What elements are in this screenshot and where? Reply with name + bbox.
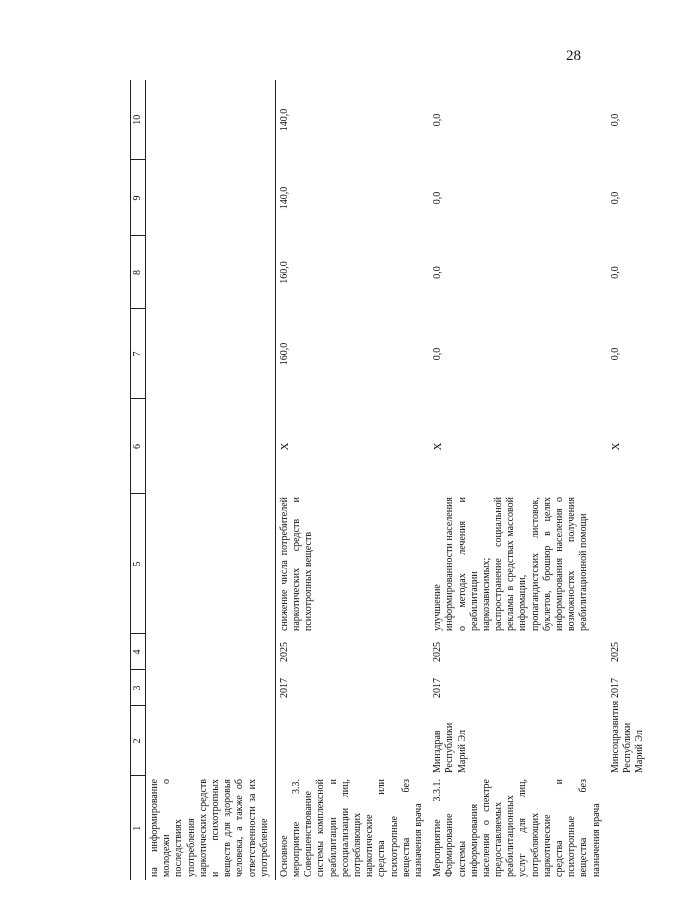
cell-end-year: 2025 [432, 642, 444, 662]
cell-start-year: 2017 [609, 678, 621, 698]
cell-value-10: 0,0 [432, 113, 444, 127]
cell-value-7 [146, 309, 276, 399]
header-row [131, 80, 146, 880]
cell-value-8: 0,0 [432, 266, 444, 279]
cell-result [146, 494, 276, 634]
cell-value-8 [146, 236, 276, 309]
cell-result: снижение числа потребителей наркотических средств и психотропных веществ [278, 497, 315, 631]
cell-description: Мероприятие 3.3.1. Формирование системы информирования населения о спектре предоставляемых реабилитационных услуг для лиц, потребляющих наркотические средства и психотропные вещества без назначения врача [432, 779, 602, 877]
column-header-3: 3 [131, 670, 146, 706]
cell-mark: Х [609, 442, 622, 451]
cell-value-10: 0,0 [609, 113, 621, 127]
column-header-10: 10 [131, 80, 146, 160]
column-header-6: 6 [131, 399, 146, 494]
cell-value-10: 140,0 [278, 108, 290, 132]
cell-description: на информирование молодежи о последствиях употребления наркотических средств и психотропных веществ для здоровья человека, а также об ответственности за их употребление [146, 776, 276, 880]
table-row [146, 80, 276, 880]
table-row [429, 80, 607, 880]
column-header-1: 1 [131, 776, 146, 880]
cell-end-year: 2025 [609, 642, 621, 662]
column-header-5: 5 [131, 494, 146, 634]
cell-result [607, 494, 687, 634]
rotated-table-container [130, 80, 646, 880]
cell-end-year: 2025 [278, 642, 290, 662]
cell-value-9: 0,0 [432, 191, 444, 205]
cell-value-9: 0,0 [609, 191, 621, 205]
page-number: 28 [566, 48, 581, 64]
table-row [275, 80, 429, 880]
cell-end-year [146, 634, 276, 670]
cell-value-9 [146, 160, 276, 236]
cell-start-year [146, 670, 276, 706]
cell-executor [146, 706, 276, 776]
column-header-4: 4 [131, 634, 146, 670]
cell-result: улучшение информированности населения о методах лечения и реабилитации наркозависимых; распространение социальной рекламы в средствах массовой информации, пропагандистских листовок, буклетов, брошюр в целях информирования населения о возможностях получения реабилитационной помощи [432, 497, 590, 631]
cell-executor: Минздрав Республики Марий Эл [432, 722, 468, 773]
cell-start-year: 2017 [278, 678, 290, 698]
cell-value-8: 160,0 [278, 261, 290, 284]
column-header-7: 7 [131, 309, 146, 399]
cell-value-7: 0,0 [432, 347, 444, 361]
column-header-9: 9 [131, 160, 146, 236]
column-header-8: 8 [131, 236, 146, 309]
cell-start-year: 2017 [432, 678, 444, 698]
column-header-2: 2 [131, 706, 146, 776]
cell-mark: Х [278, 442, 291, 451]
cell-mark [146, 399, 276, 494]
cell-value-7: 160,0 [278, 342, 290, 366]
cell-value-8: 0,0 [609, 266, 621, 279]
program-table [130, 80, 687, 880]
cell-value-10 [146, 80, 276, 160]
table-row [607, 80, 687, 880]
cell-executor [275, 706, 429, 776]
cell-description: Основное мероприятие 3.3. Совершенствование системы комплексной реабилитации и ресоциализации лиц, потребляющих наркотические средства или психотропные вещества без назначения врача [278, 779, 424, 877]
cell-executor: Минсоцразвития Республики Марий Эл [609, 700, 646, 773]
cell-description [607, 776, 687, 880]
cell-value-7: 0,0 [609, 347, 621, 361]
cell-mark: Х [432, 442, 445, 451]
cell-value-9: 140,0 [278, 186, 290, 210]
